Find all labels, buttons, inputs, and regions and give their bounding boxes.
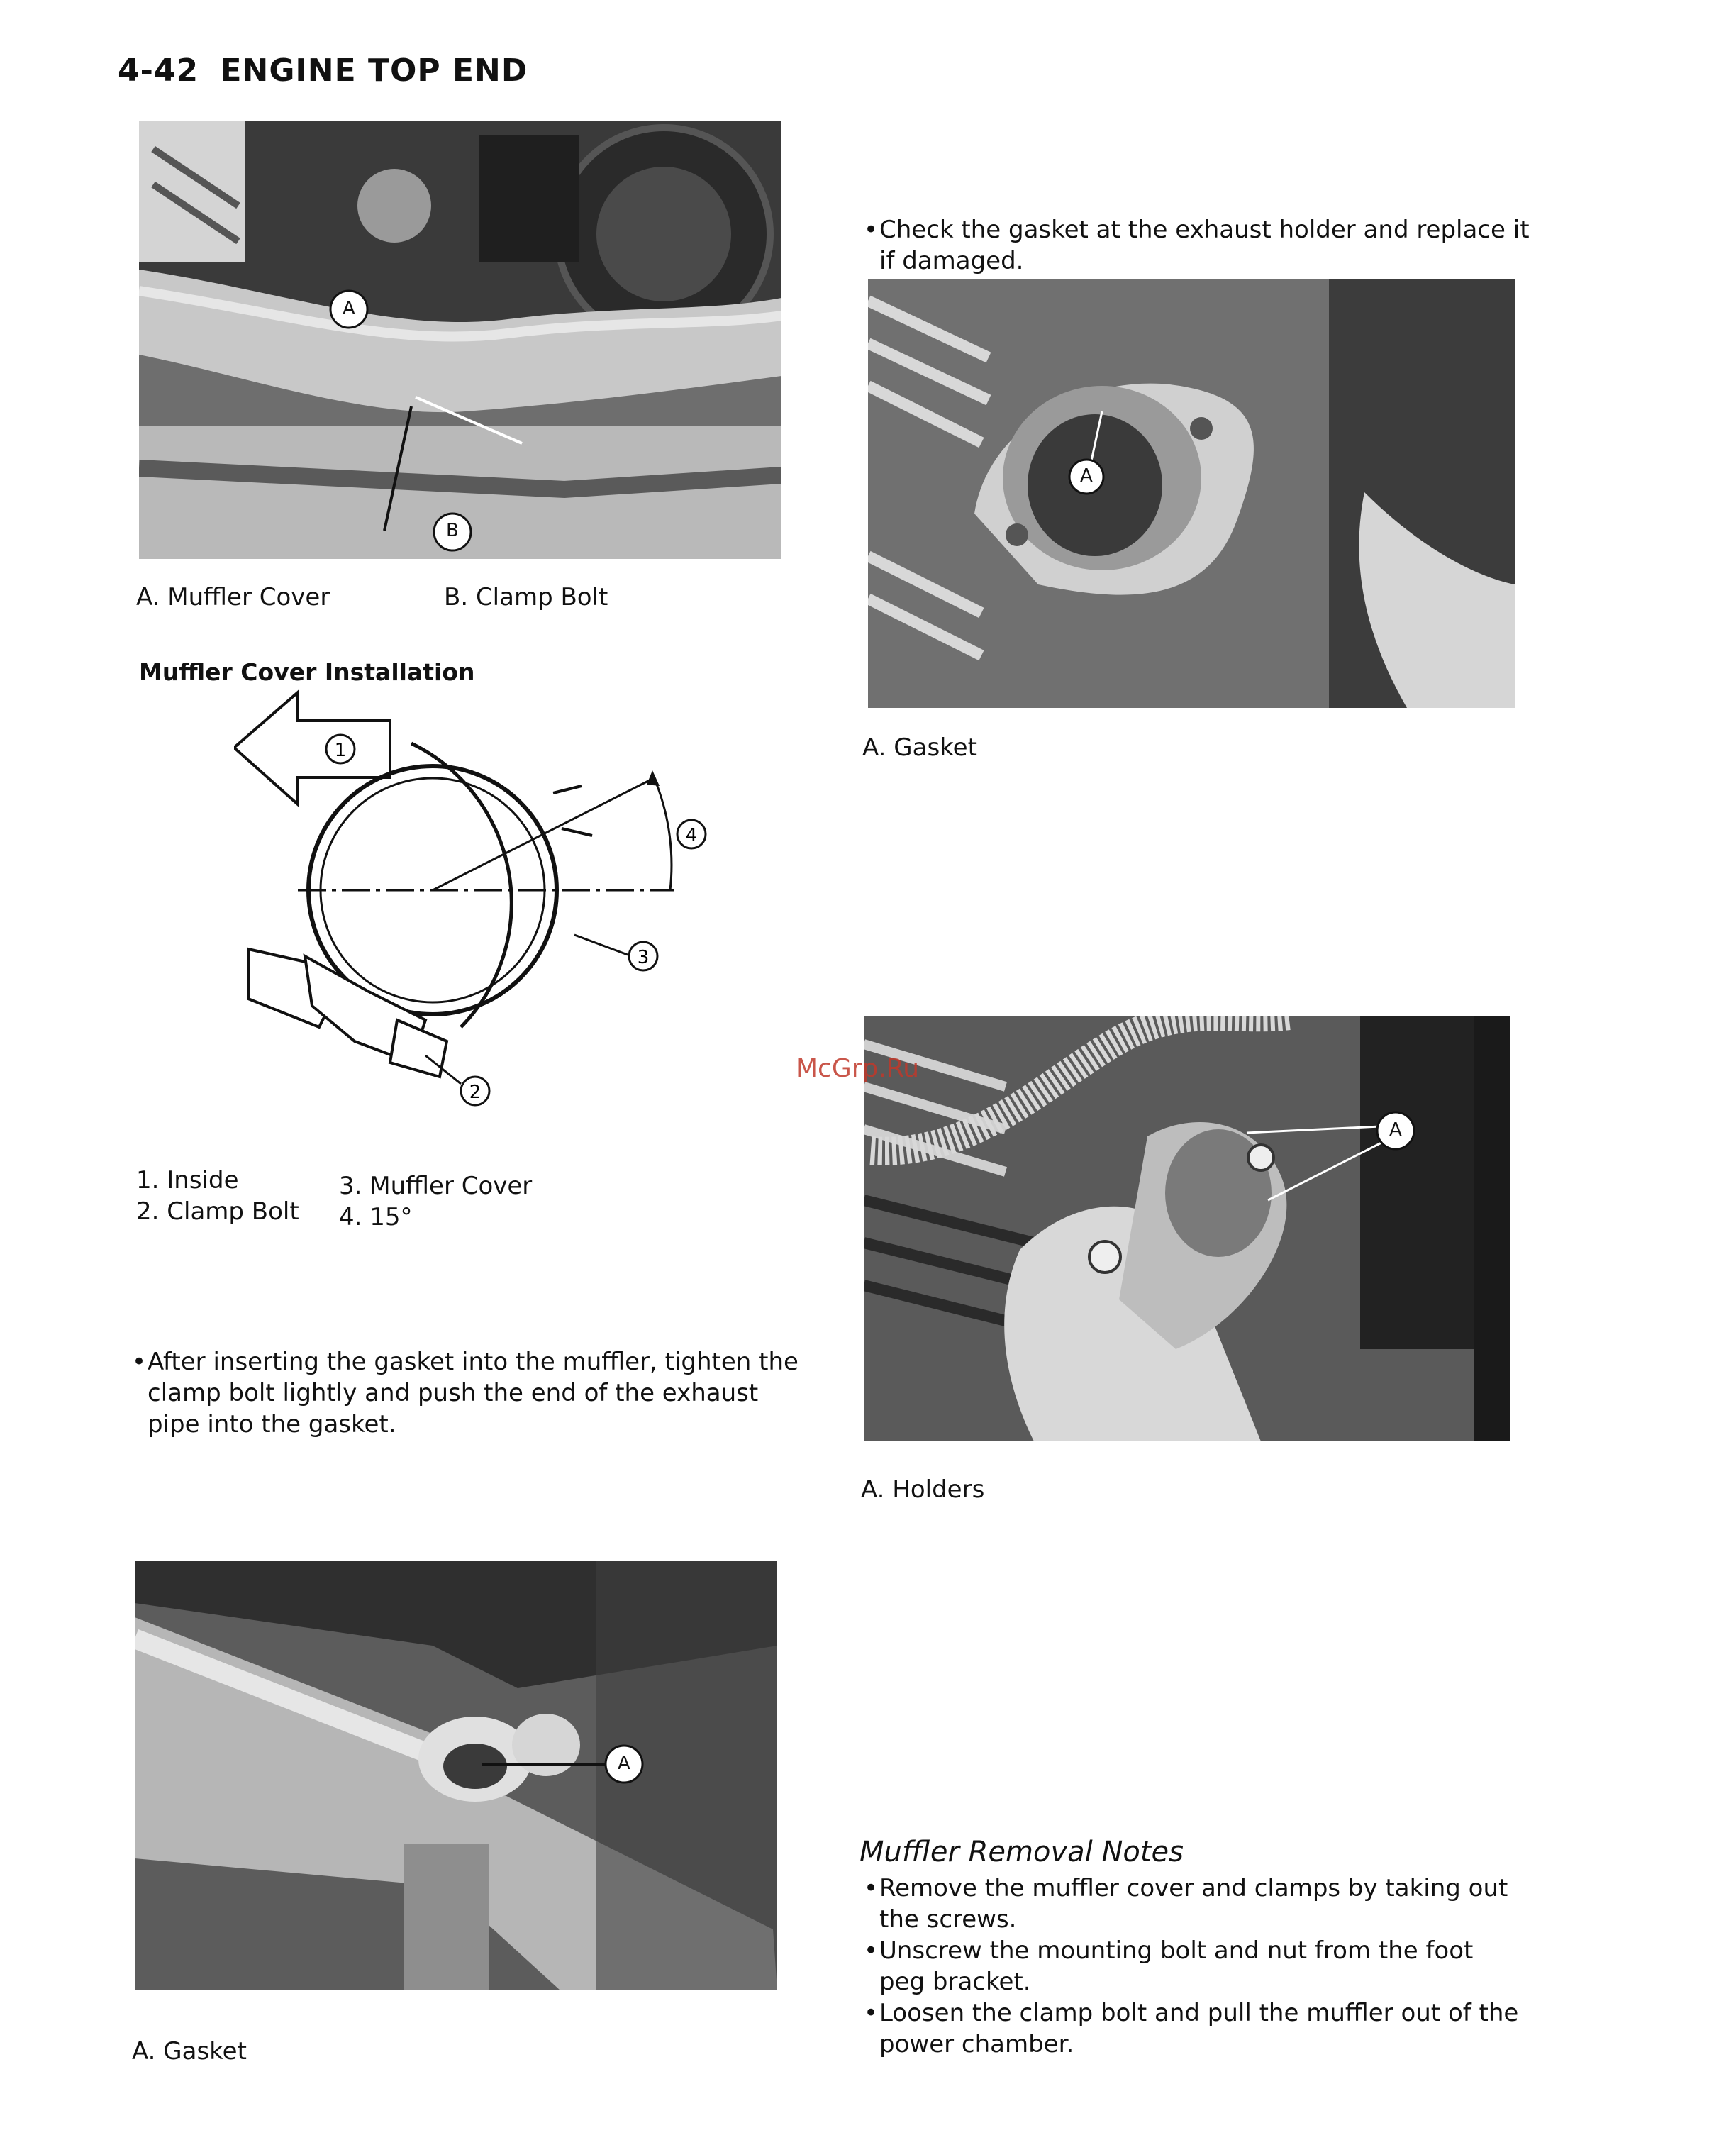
removal-step: • Remove the muffler cover and clamps by taking out the screws. bbox=[864, 1873, 1523, 1935]
diagram-heading: Muffler Cover Installation bbox=[139, 658, 475, 686]
photo-exhaust-holder-gasket bbox=[868, 279, 1515, 708]
caption-holders: A. Holders bbox=[861, 1475, 985, 1504]
caption-clamp-bolt: B. Clamp Bolt bbox=[444, 583, 608, 611]
caption-gasket-left: A. Gasket bbox=[132, 2037, 247, 2066]
caption-gasket-right: A. Gasket bbox=[862, 733, 977, 762]
removal-notes-list bbox=[864, 1873, 1523, 2060]
legend-item-3: 3. Muffler Cover bbox=[339, 1172, 533, 1200]
callout-2: 2 bbox=[469, 1082, 482, 1103]
caption-muffler-cover: A. Muffler Cover bbox=[136, 583, 330, 611]
page-header bbox=[118, 52, 528, 89]
page-number: 4-42 bbox=[118, 52, 199, 89]
watermark: McGrp.Ru bbox=[796, 1054, 920, 1083]
photo-holders bbox=[864, 1016, 1510, 1441]
callout-3: 3 bbox=[637, 947, 650, 968]
callout-a: A bbox=[1389, 1119, 1402, 1141]
diagram-legend bbox=[136, 1166, 633, 1237]
callout-4: 4 bbox=[685, 825, 698, 846]
callout-a: A bbox=[1080, 465, 1093, 487]
legend-item-4: 4. 15° bbox=[339, 1203, 413, 1231]
page-title: ENGINE TOP END bbox=[220, 52, 528, 89]
instruction-insert-gasket: • After inserting the gasket into the muffler, tighten the clamp bolt lightly and push the end of the exhaust pipe into the gasket. bbox=[132, 1346, 800, 1440]
instruction-check-gasket: • Check the gasket at the exhaust holder and replace it if damaged. bbox=[864, 214, 1539, 277]
muffler-cover-diagram bbox=[234, 687, 730, 1112]
photo-gasket-muffler bbox=[135, 1561, 777, 1990]
removal-step: • Unscrew the mounting bolt and nut from the foot peg bracket. bbox=[864, 1935, 1523, 1997]
callout-1: 1 bbox=[334, 740, 347, 761]
removal-step: • Loosen the clamp bolt and pull the muffler out of the power chamber. bbox=[864, 1997, 1523, 2060]
removal-notes-heading: Muffler Removal Notes bbox=[859, 1836, 1184, 1868]
legend-item-2: 2. Clamp Bolt bbox=[136, 1197, 299, 1226]
callout-b: B bbox=[446, 520, 459, 541]
photo-muffler-cover bbox=[139, 121, 781, 559]
callout-a: A bbox=[343, 298, 355, 319]
legend-item-1: 1. Inside bbox=[136, 1166, 239, 1195]
callout-a: A bbox=[618, 1753, 630, 1774]
